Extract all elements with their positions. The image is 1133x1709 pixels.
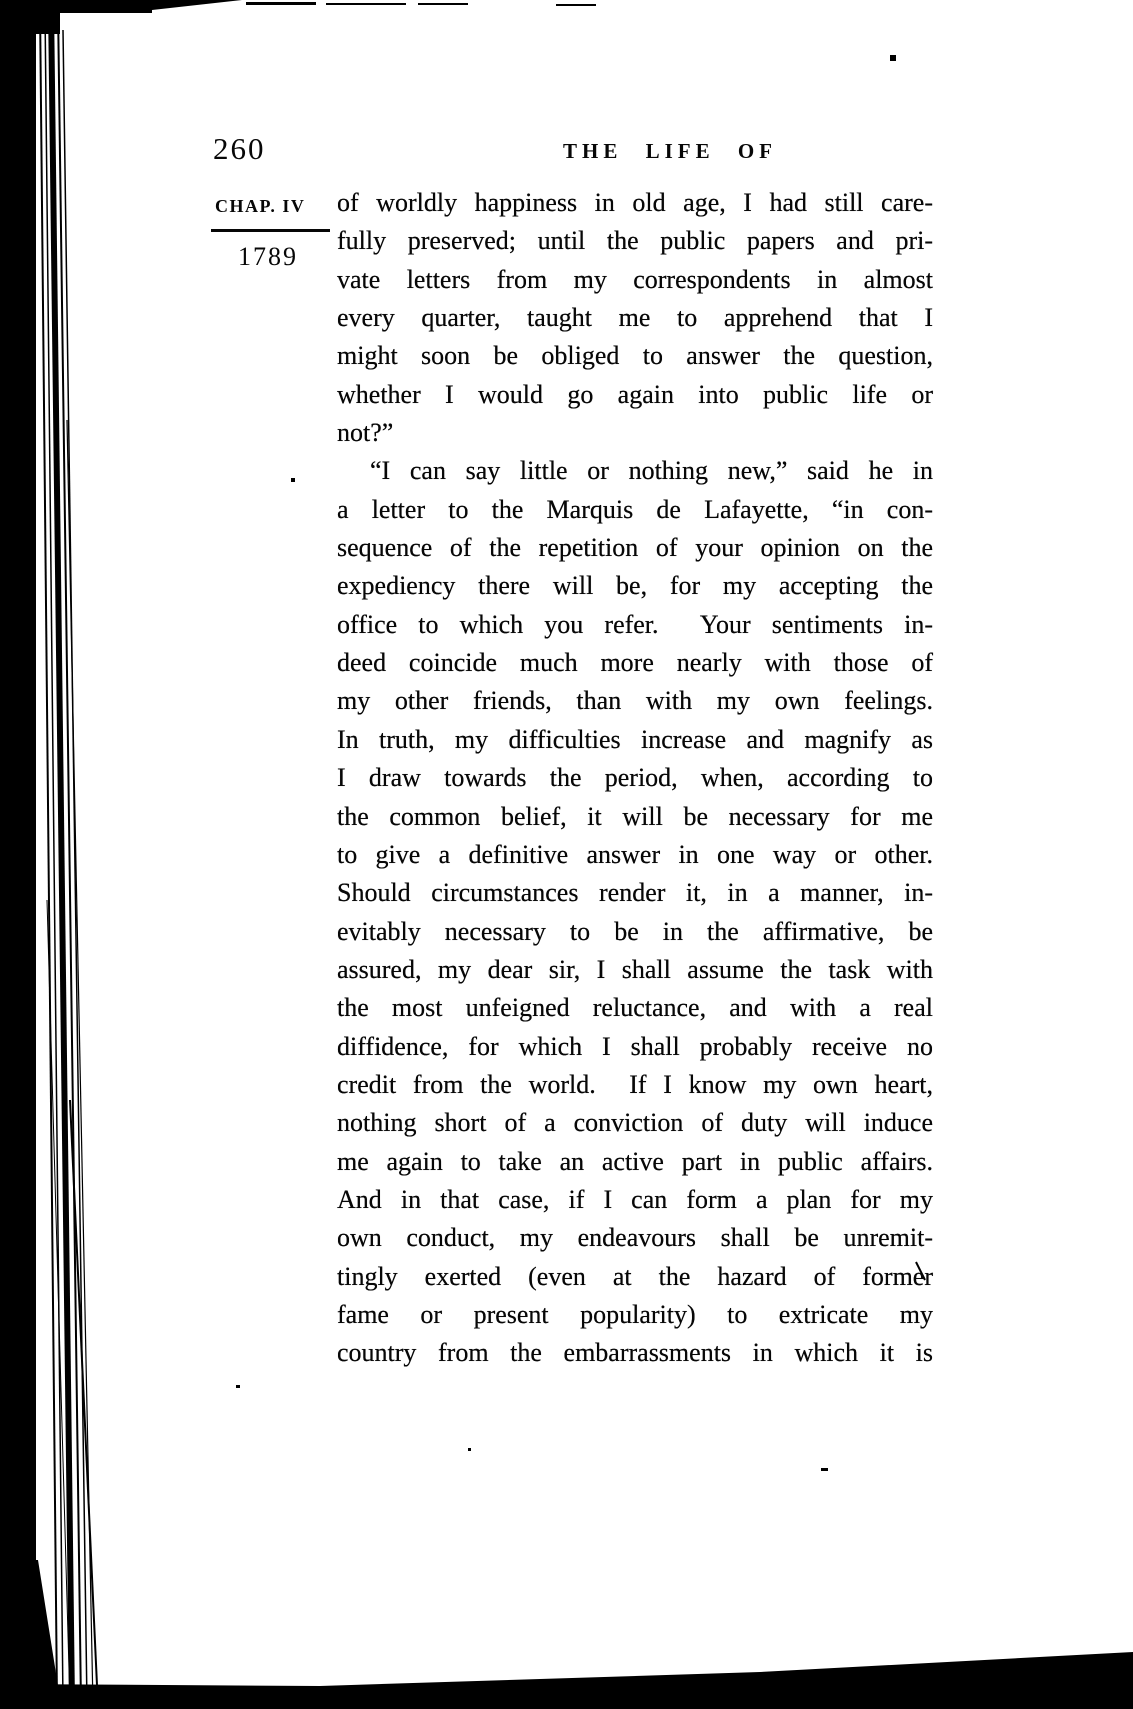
text-line: every quarter, taught me to apprehend that I bbox=[337, 303, 933, 333]
text-line: diffidence, for which I shall probably receive no bbox=[337, 1031, 933, 1061]
running-header: THE LIFE OF bbox=[562, 139, 778, 163]
text-line: own conduct, my endeavours shall be unremit- bbox=[337, 1223, 933, 1253]
text-line: In truth, my difficulties increase and magnify as bbox=[337, 724, 933, 754]
body-text bbox=[337, 184, 933, 1373]
year-label: 1789 bbox=[238, 242, 298, 271]
text-line: deed coincide much more nearly with those of bbox=[337, 648, 933, 678]
page-number: 260 bbox=[213, 131, 266, 166]
chapter-label: CHAP. IV bbox=[215, 196, 306, 216]
text-line: assured, my dear sir, I shall assume the task with bbox=[337, 954, 933, 984]
text-line: evitably necessary to be in the affirmative, be bbox=[337, 916, 933, 946]
text-line: me again to take an active part in public affairs. bbox=[337, 1146, 933, 1176]
text-line: whether I would go again into public life or bbox=[337, 379, 933, 409]
text-line: nothing short of a conviction of duty will induce bbox=[337, 1108, 933, 1138]
text-line: not?” bbox=[337, 418, 394, 448]
text-line: vate letters from my correspondents in almost bbox=[337, 264, 933, 294]
text-line: sequence of the repetition of your opinion on the bbox=[337, 533, 933, 563]
text-line: credit from the world. If I know my own heart, bbox=[337, 1069, 933, 1099]
text-line: expediency there will be, for my accepting the bbox=[337, 571, 933, 601]
chapter-rule bbox=[211, 229, 330, 232]
text-line: fame or present popularity) to extricate my bbox=[337, 1299, 933, 1329]
text-line: tingly exerted (even at the hazard of former bbox=[337, 1261, 933, 1291]
text-line: the most unfeigned reluctance, and with a real bbox=[337, 993, 933, 1023]
text-line: “I can say little or nothing new,” said he in bbox=[370, 456, 933, 486]
text-line: office to which you refer. Your sentiments in- bbox=[337, 609, 933, 639]
text-line: to give a definitive answer in one way or other. bbox=[337, 839, 933, 869]
text-line: I draw towards the period, when, according to bbox=[337, 763, 933, 793]
text-line: Should circumstances render it, in a manner, in- bbox=[337, 878, 933, 908]
text-line: a letter to the Marquis de Lafayette, “in con- bbox=[337, 494, 933, 524]
text-line: country from the embarrassments in which it is bbox=[337, 1338, 933, 1368]
text-line: the common belief, it will be necessary for me bbox=[337, 801, 933, 831]
text-line: my other friends, than with my own feelings. bbox=[337, 686, 933, 716]
text-line: fully preserved; until the public papers and pri- bbox=[337, 226, 933, 256]
text-line: And in that case, if I can form a plan for my bbox=[337, 1184, 933, 1214]
text-line: might soon be obliged to answer the question, bbox=[337, 341, 933, 371]
text-line: of worldly happiness in old age, I had still care- bbox=[337, 188, 933, 217]
